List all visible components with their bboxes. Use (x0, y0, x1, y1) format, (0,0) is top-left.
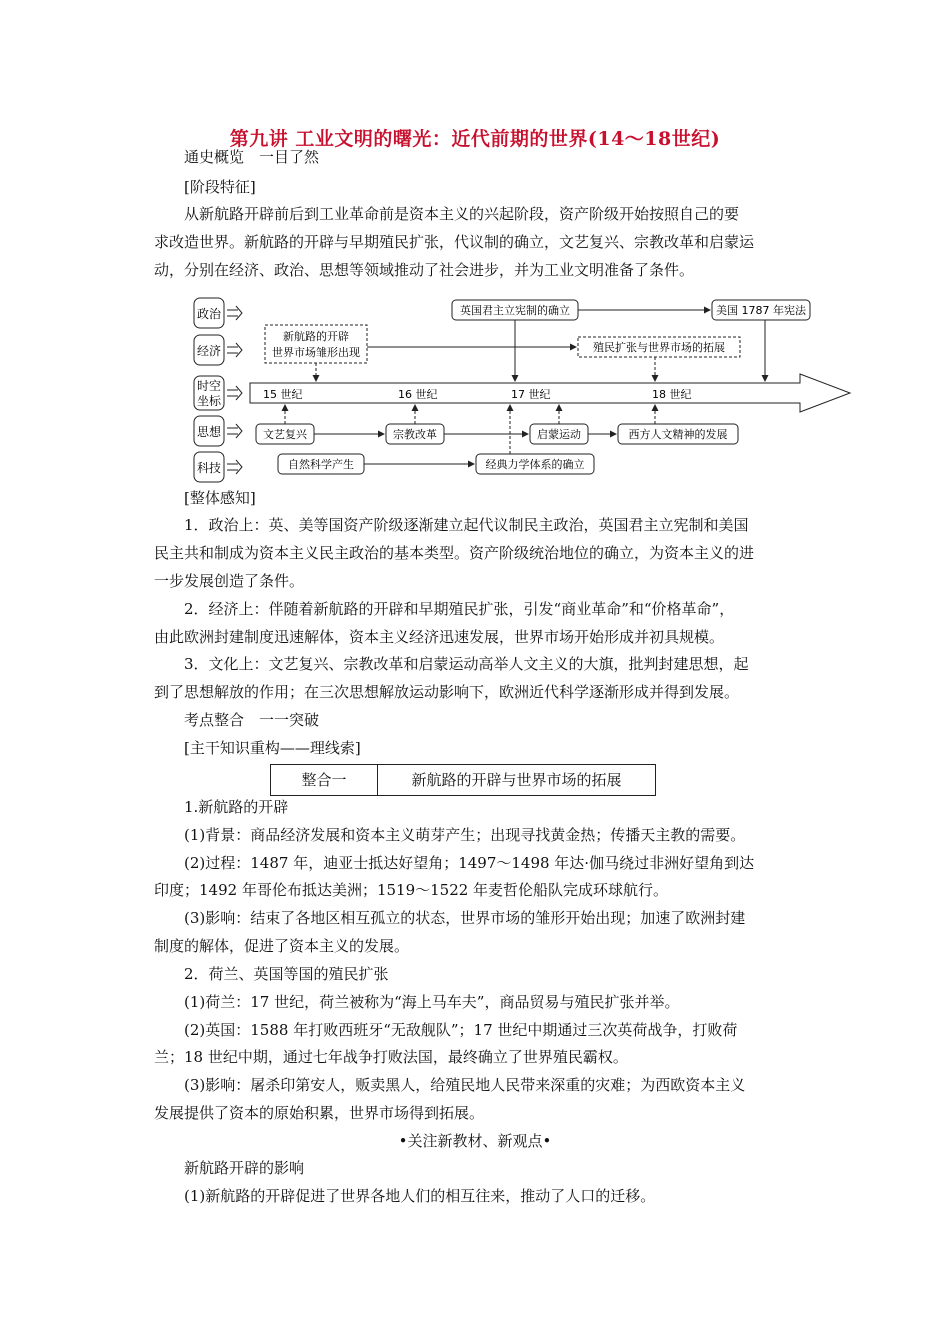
stage-text-line: 从新航路开辟前后到工业革命前是资本主义的兴起阶段，资产阶级开始按照自己的要 (184, 205, 740, 223)
paragraph-line: (3)影响：结束了各地区相互孤立的状态，世界市场的雏形开始出现；加速了欧洲封建 (184, 909, 746, 927)
svg-text:启蒙运动: 启蒙运动 (537, 428, 581, 441)
focus-title: 新航路开辟的影响 (184, 1159, 305, 1177)
thought-enlightenment-box (530, 424, 588, 444)
svg-text:思想: 思想 (196, 425, 222, 439)
paragraph-line: 兰；18 世纪中期，通过七年战争打败法国，最终确立了世界殖民霸权。 (154, 1048, 628, 1066)
row-label-timespace (194, 376, 224, 410)
svg-text:政治: 政治 (196, 307, 222, 321)
paragraph-line: (2)过程：1487 年，迪亚士抵达好望角；1497～1498 年达·伽马绕过非洲好望角到达 (184, 854, 755, 872)
row-label-science (194, 452, 224, 482)
century-label: 17 世纪 (511, 388, 551, 401)
timeline-diagram (190, 292, 855, 484)
thought-renaissance-box (256, 424, 314, 444)
focus-heading: •关注新教材、新观点• (398, 1132, 552, 1150)
paragraph-line: 2．经济上：伴随着新航路的开辟和早期殖民扩张，引发“商业革命”和“价格革命”， (184, 600, 735, 618)
paragraph-line: 一步发展创造了条件。 (154, 572, 305, 590)
page-title: 第九讲 工业文明的曙光：近代前期的世界(14～18世纪) (229, 128, 721, 150)
svg-text:英国君主立宪制的确立: 英国君主立宪制的确立 (460, 304, 570, 317)
century-label: 15 世纪 (263, 388, 303, 401)
century-label: 16 世纪 (398, 388, 438, 401)
svg-text:美国 1787 年宪法: 美国 1787 年宪法 (716, 304, 806, 317)
row-label-politics (194, 298, 224, 328)
paragraph-line: 民主共和制成为资本主义民主政治的基本类型。资产阶级统治地位的确立，为资本主义的进 (154, 544, 755, 562)
svg-text:经济: 经济 (196, 344, 222, 358)
svg-text:自然科学产生: 自然科学产生 (288, 458, 354, 471)
thought-reformation-box (386, 424, 444, 444)
paragraph-line: 制度的解体，促进了资本主义的发展。 (154, 937, 410, 955)
svg-text:坐标: 坐标 (196, 394, 222, 408)
politics-england-box (452, 300, 578, 320)
svg-text:经典力学体系的确立: 经典力学体系的确立 (485, 458, 585, 471)
svg-text:文艺复兴: 文艺复兴 (263, 428, 307, 441)
economy-colonial-box (578, 337, 740, 357)
topic-table-number: 整合一 (271, 765, 378, 795)
topic-table-title: 新航路的开辟与世界市场的拓展 (411, 771, 622, 789)
section-heading: 1.新航路的开辟 (184, 798, 289, 816)
paragraph-line: (2)英国：1588 年打败西班牙“无敌舰队”；17 世纪中期通过三次英荷战争，打败荷 (184, 1021, 738, 1039)
row-label-economy (194, 335, 224, 365)
row-arrows (227, 306, 242, 474)
svg-text:宗教改革: 宗教改革 (393, 428, 437, 441)
svg-text:时空: 时空 (196, 379, 222, 393)
paragraph-line: (1)新航路的开辟促进了世界各地人们的相互往来，推动了人口的迁移。 (184, 1187, 656, 1205)
overview-heading: 通史概览 一目了然 (184, 148, 320, 166)
thought-humanism-box (618, 424, 738, 444)
svg-text:世界市场雏形出现: 世界市场雏形出现 (272, 346, 360, 359)
paragraph-line: 发展提供了资本的原始积累，世界市场得到拓展。 (154, 1104, 485, 1122)
row-label-thought (194, 416, 224, 446)
svg-text:殖民扩张与世界市场的拓展: 殖民扩张与世界市场的拓展 (593, 341, 725, 354)
economy-newroute-box (265, 325, 367, 363)
paragraph-line: (1)背景：商品经济发展和资本主义萌芽产生；出现寻找黄金热；传播天主教的需要。 (184, 826, 746, 844)
perception-label: [整体感知] (184, 489, 256, 507)
politics-usa-box (712, 300, 810, 320)
svg-text:科技: 科技 (196, 461, 222, 475)
paragraph-line: 印度；1492 年哥伦布抵达美洲；1519～1522 年麦哲伦船队完成环球航行。 (154, 881, 669, 899)
section-heading: 2．荷兰、英国等国的殖民扩张 (184, 965, 389, 983)
exam-heading: 考点整合 一一突破 (184, 711, 320, 729)
paragraph-line: 由此欧洲封建制度迅速解体，资本主义经济迅速发展，世界市场开始形成并初具规模。 (154, 628, 725, 646)
svg-text:新航路的开辟: 新航路的开辟 (283, 330, 349, 343)
svg-text:西方人文精神的发展: 西方人文精神的发展 (628, 428, 728, 441)
science-natural-box (278, 454, 364, 474)
science-mechanics-box (476, 454, 594, 474)
paragraph-line: (3)影响：屠杀印第安人，贩卖黑人，给殖民地人民带来深重的灾难；为西欧资本主义 (184, 1076, 746, 1094)
topic-table (270, 764, 656, 796)
stage-text-line: 动，分别在经济、政治、思想等领域推动了社会进步，并为工业文明准备了条件。 (154, 261, 695, 279)
stage-label: [阶段特征] (184, 178, 256, 196)
exam-label: [主干知识重构——理线索] (184, 739, 361, 757)
paragraph-line: 1．政治上：英、美等国资产阶级逐渐建立起代议制民主政治，英国君主立宪制和美国 (184, 516, 749, 534)
paragraph-line: 3．文化上：文艺复兴、宗教改革和启蒙运动高举人文主义的大旗，批判封建思想，起 (184, 655, 749, 673)
stage-text-line: 求改造世界。新航路的开辟与早期殖民扩张，代议制的确立，文艺复兴、宗教改革和启蒙运 (154, 233, 755, 251)
century-label: 18 世纪 (652, 388, 692, 401)
paragraph-line: 到了思想解放的作用；在三次思想解放运动影响下，欧洲近代科学逐渐形成并得到发展。 (154, 683, 740, 701)
paragraph-line: (1)荷兰：17 世纪，荷兰被称为“海上马车夫”，商品贸易与殖民扩张并举。 (184, 993, 680, 1011)
